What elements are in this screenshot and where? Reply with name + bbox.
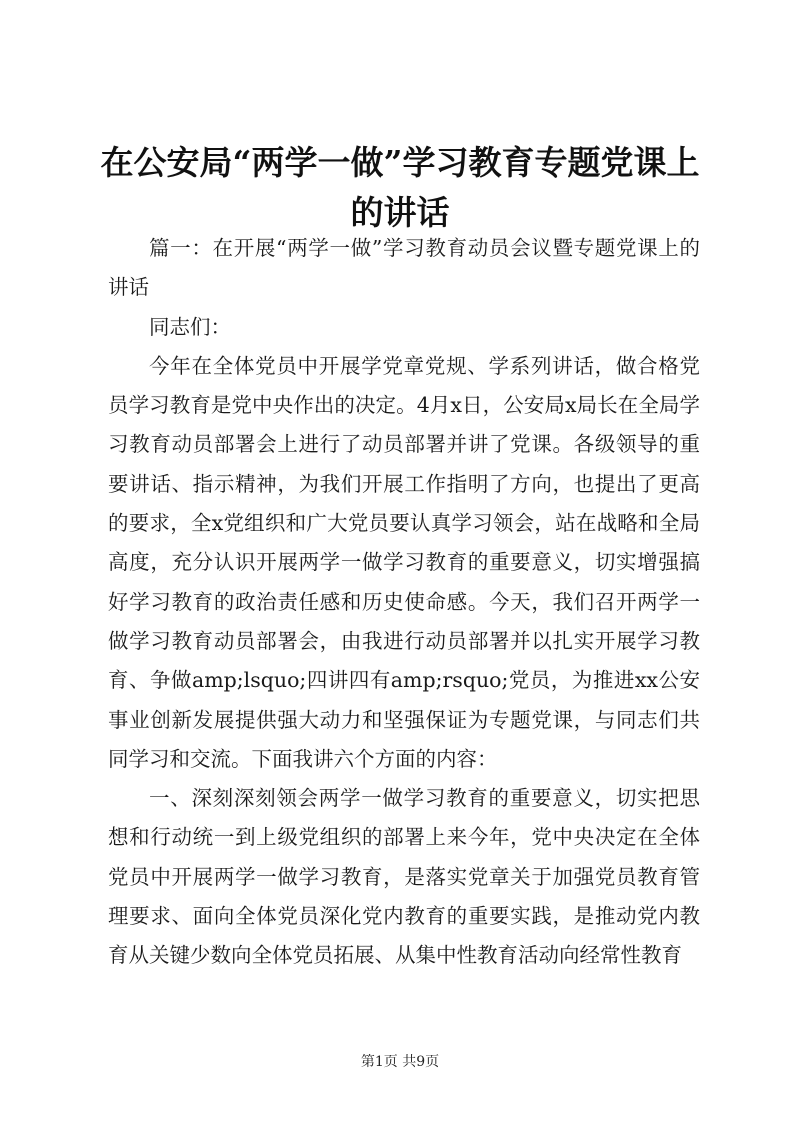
paragraph-salutation: 同志们： bbox=[149, 314, 231, 339]
page-footer: 第1页 共9页 bbox=[360, 1054, 440, 1070]
document-body bbox=[108, 229, 700, 976]
document-title: 在公安局“两学一做”学习教育专题党课上的讲话 bbox=[100, 143, 700, 232]
paragraph-subtitle: 篇一：在开展“两学一做”学习教育动员会议暨专题党课上的讲话 bbox=[108, 236, 700, 300]
paragraph-intro: 今年在全体党员中开展学党章党规、学系列讲话，做合格党员学习教育是党中央作出的决定。4月x日，公安局x局长在全局学习教育动员部署会上进行了动员部署并讲了党课。各级领导的重要讲话、指示精神，为我们开展工作指明了方向，也提出了更高的要求，全x党组织和广大党员要认真学习领会，站在战略和全局高度，充分认识开展两学一做学习教育的重要意义，切实增强搞好学习教育的政治责任感和历史使命感。今天，我们召开两学一做学习教育动员部署会，由我进行动员部署并以扎实开展学习教育、争做amp;lsquo;四讲四有amp;rsquo;党员，为推进xx公安事业创新发展提供强大动力和坚强保证为专题党课，与同志们共同学习和交流。下面我讲六个方面的内容： bbox=[108, 353, 700, 771]
paragraph-section-one: 一、深刻深刻领会两学一做学习教育的重要意义，切实把思想和行动统一到上级党组织的部署上来今年，党中央决定在全体党员中开展两学一做学习教育，是落实党章关于加强党员教育管理要求、面向全体党员深化党内教育的重要实践，是推动党内教育从关键少数向全体党员拓展、从集中性教育活动向经常性教育 bbox=[108, 786, 700, 968]
